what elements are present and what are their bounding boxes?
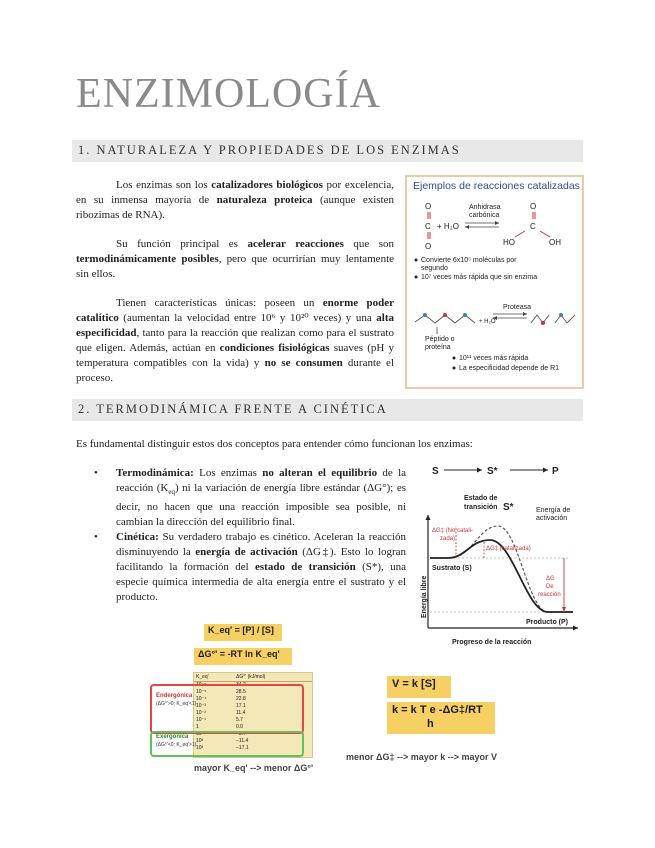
text-run: durante el proceso. — [76, 357, 394, 384]
bold-run: termodinámicamente posibles — [76, 253, 219, 265]
svg-text:+ H₂O: + H₂O — [479, 319, 496, 325]
table-cell-keq: 10⁻⁵ — [196, 689, 207, 695]
table-cell-keq: 10⁻¹ — [196, 717, 206, 723]
bold-run: alta especificidad — [76, 312, 394, 339]
list-item-cinetica — [76, 530, 406, 605]
bold-run: estado de transición — [255, 561, 356, 574]
bold-run: Termodinámica: — [116, 467, 194, 479]
nocat-label-2: zada) — [440, 536, 456, 542]
text-run: , pero que ocurrirían muy lentamente sin ellos. — [76, 253, 395, 280]
table-cell-dg: −5.7 — [236, 731, 246, 737]
text-run: de la reacción (K — [116, 467, 407, 494]
bold-run: condiciones fisiológicas — [219, 342, 330, 354]
table-cell-dg: −17.1 — [236, 745, 249, 751]
bold-run: acelerar reacciones — [247, 238, 344, 250]
table-cell-dg: 0.0 — [236, 724, 243, 730]
k-formula-denominator: h — [427, 718, 434, 730]
text-run: (S*), una especie química intermedia de alta energía entre el sustrato y el producto. — [116, 561, 406, 604]
bold-run: catalizadores biológicos — [211, 179, 323, 191]
text-run: Su verdadero trabajo es cinético. Aceleran la reacción disminuyendo la — [116, 531, 406, 559]
table-cell-dg: 22.8 — [236, 696, 246, 702]
dg-formula: ΔG°' = -RT ln K_eq' — [194, 648, 292, 665]
sustrato-label: Sustrato (S) — [432, 565, 472, 572]
oh-label: OH — [549, 238, 561, 247]
endergonica-sub: (ΔG°'>0; K_eq'<1) — [156, 701, 197, 707]
ea-label-2: activación — [536, 515, 568, 522]
peptide-label-2: proteína — [425, 344, 451, 351]
bold-run: enorme poder catalítico — [76, 297, 394, 324]
page-title: ENZIMOLOGÍA — [76, 71, 381, 117]
ho-label: HO — [503, 238, 515, 247]
text-run: (aumentan la velocidad entre 10⁶ y 10²⁰ veces) y una — [118, 312, 377, 324]
svg-text:C: C — [425, 222, 431, 231]
k-formula-numerator: k = k T e -ΔG‡/RT — [392, 704, 483, 716]
svg-text:O: O — [425, 242, 432, 251]
text-run: , tanto para la reacción que realizan como para el sustrato que eligen. Además, actúan en — [76, 327, 394, 354]
text-run: Tienen características únicas: poseen un — [116, 297, 323, 309]
energy-diagram — [418, 460, 588, 655]
box-title: Ejemplos de reacciones catalizadas — [413, 180, 580, 192]
table-cell-keq: 10⁻⁴ — [196, 696, 207, 702]
text-run: (ΔG‡). Esto lo logran facilitando la formación del — [116, 546, 406, 574]
table-caption: mayor K_eq' --> menor ΔG°' — [194, 763, 314, 773]
section-heading-1-text: 1. NATURALEZA Y PROPIEDADES DE LOS ENZIMAS — [78, 143, 461, 157]
bold-run: no se consumen — [264, 357, 343, 369]
table-cell-dg: −11.4 — [236, 738, 249, 744]
diagram-p: P — [552, 466, 559, 477]
table-cell-dg: 34.2 — [236, 682, 246, 688]
cat-label: ΔG‡ (catalizada) — [486, 546, 531, 552]
dg-label-1: ΔG — [546, 576, 555, 582]
table-cell-keq: 10⁻⁶ — [196, 682, 207, 688]
table-col-2: ΔG°' (kJ/mol) — [236, 674, 266, 680]
section-heading-1 — [72, 140, 583, 162]
nocat-label-1: ΔG‡ (No catali- — [432, 528, 474, 534]
text-run: Los enzimas son los — [116, 179, 212, 191]
table-col-1: K_eq' — [196, 674, 209, 680]
table-cell-keq: 1 — [196, 724, 199, 730]
box-bullet-1a: Convierte 6x10⁵ moléculas por — [421, 257, 517, 264]
x-axis-label: Progreso de la reacción — [452, 639, 532, 646]
dg-label-2: De — [546, 584, 554, 590]
table-cell-dg: 17.1 — [236, 703, 246, 709]
bold-run: Cinética: — [116, 531, 159, 544]
table-cell-keq: 10¹ — [196, 731, 204, 737]
k-formula — [387, 702, 495, 734]
water-label: + H₂O — [437, 222, 459, 231]
diagram-sstar: S* — [487, 466, 498, 477]
peptide-label-1: Péptido o — [425, 336, 455, 343]
text-run: eq — [168, 488, 175, 497]
bold-run: no alteran el equilibrio — [262, 467, 378, 479]
text-run: que son — [343, 238, 395, 250]
concept-list — [76, 466, 406, 605]
box-bullet-2: 10⁷ veces más rápida que sin enzima — [421, 274, 538, 281]
ea-label-1: Energía de — [536, 507, 571, 514]
table-cell-keq: 10⁻² — [196, 710, 206, 716]
exergonica-sub: (ΔG°'<0; K_eq'>1) — [156, 742, 197, 748]
enzyme2-label: Proteasa — [503, 304, 532, 311]
paragraph-2 — [76, 237, 394, 282]
y-axis-label: Energía libre — [421, 575, 428, 618]
bold-run: naturaleza proteica — [216, 194, 313, 206]
table-cell-dg: 11.4 — [236, 710, 246, 716]
svg-text:O: O — [425, 202, 432, 211]
endergonica-frame — [150, 684, 304, 734]
text-run: Los enzimas — [193, 467, 263, 479]
enzyme1-label: Anhidrasa — [469, 204, 501, 211]
text-run: por excelencia, en su inmensa mayoría de — [76, 179, 394, 206]
kinetics-caption: menor ΔG‡ --> mayor k --> mayor V — [346, 752, 498, 762]
enzyme1b-label: carbónica — [469, 212, 500, 219]
bold-run: energía de activación — [195, 546, 298, 559]
ts-label-2: transición — [464, 504, 498, 511]
section2-intro: Es fundamental distinguir estos dos conceptos para entender cómo funcionan los enzimas: — [76, 438, 473, 450]
table-cell-keq: 10³ — [196, 745, 204, 751]
text-run: (aunque existen ribozimas de RNA). — [76, 194, 394, 221]
box-bullet-3: 10¹¹ veces más rápida — [459, 355, 529, 362]
svg-text:S*: S* — [503, 502, 514, 513]
table-cell-dg: 28.5 — [236, 689, 246, 695]
box-bullet-4: La especificidad depende de R1 — [459, 365, 560, 372]
box-bullet-1b: segundo — [421, 265, 448, 272]
svg-text:O: O — [530, 202, 537, 211]
ts-label-1: Estado de — [464, 495, 498, 502]
exergonica-label: Exergónica — [156, 734, 189, 740]
paragraph-3 — [76, 296, 394, 386]
list-item-termodinamica — [76, 466, 406, 530]
catalyzed-reactions-box — [405, 175, 584, 389]
diagram-s: S — [432, 466, 439, 477]
rate-formula: V = k [S] — [387, 676, 451, 698]
table-cell-dg: 5.7 — [236, 717, 243, 723]
reactions-illustration — [407, 177, 582, 387]
keq-formula: K_eq' = [P] / [S] — [204, 624, 282, 641]
paragraph-1 — [76, 178, 394, 223]
section-heading-2 — [72, 399, 583, 421]
dg-label-3: reacción — [538, 592, 561, 598]
section-heading-2-text: 2. TERMODINÁMICA FRENTE A CINÉTICA — [78, 402, 388, 416]
table-cell-keq: 10² — [196, 738, 204, 744]
endergonica-label: Endergónica — [156, 693, 193, 699]
text-run: Su función principal es — [116, 238, 248, 250]
producto-label: Producto (P) — [526, 619, 568, 626]
svg-text:C: C — [530, 222, 536, 231]
text-run: suaves (pH y temperatura compatibles con la vida) y — [76, 342, 394, 369]
text-run: ) ni la variación de energía libre estándar (ΔG°); es decir, no hacen que una reacción imposible sea posible, ni cambian la dirección del equilibrio final. — [116, 482, 406, 529]
table-cell-keq: 10⁻³ — [196, 703, 206, 709]
